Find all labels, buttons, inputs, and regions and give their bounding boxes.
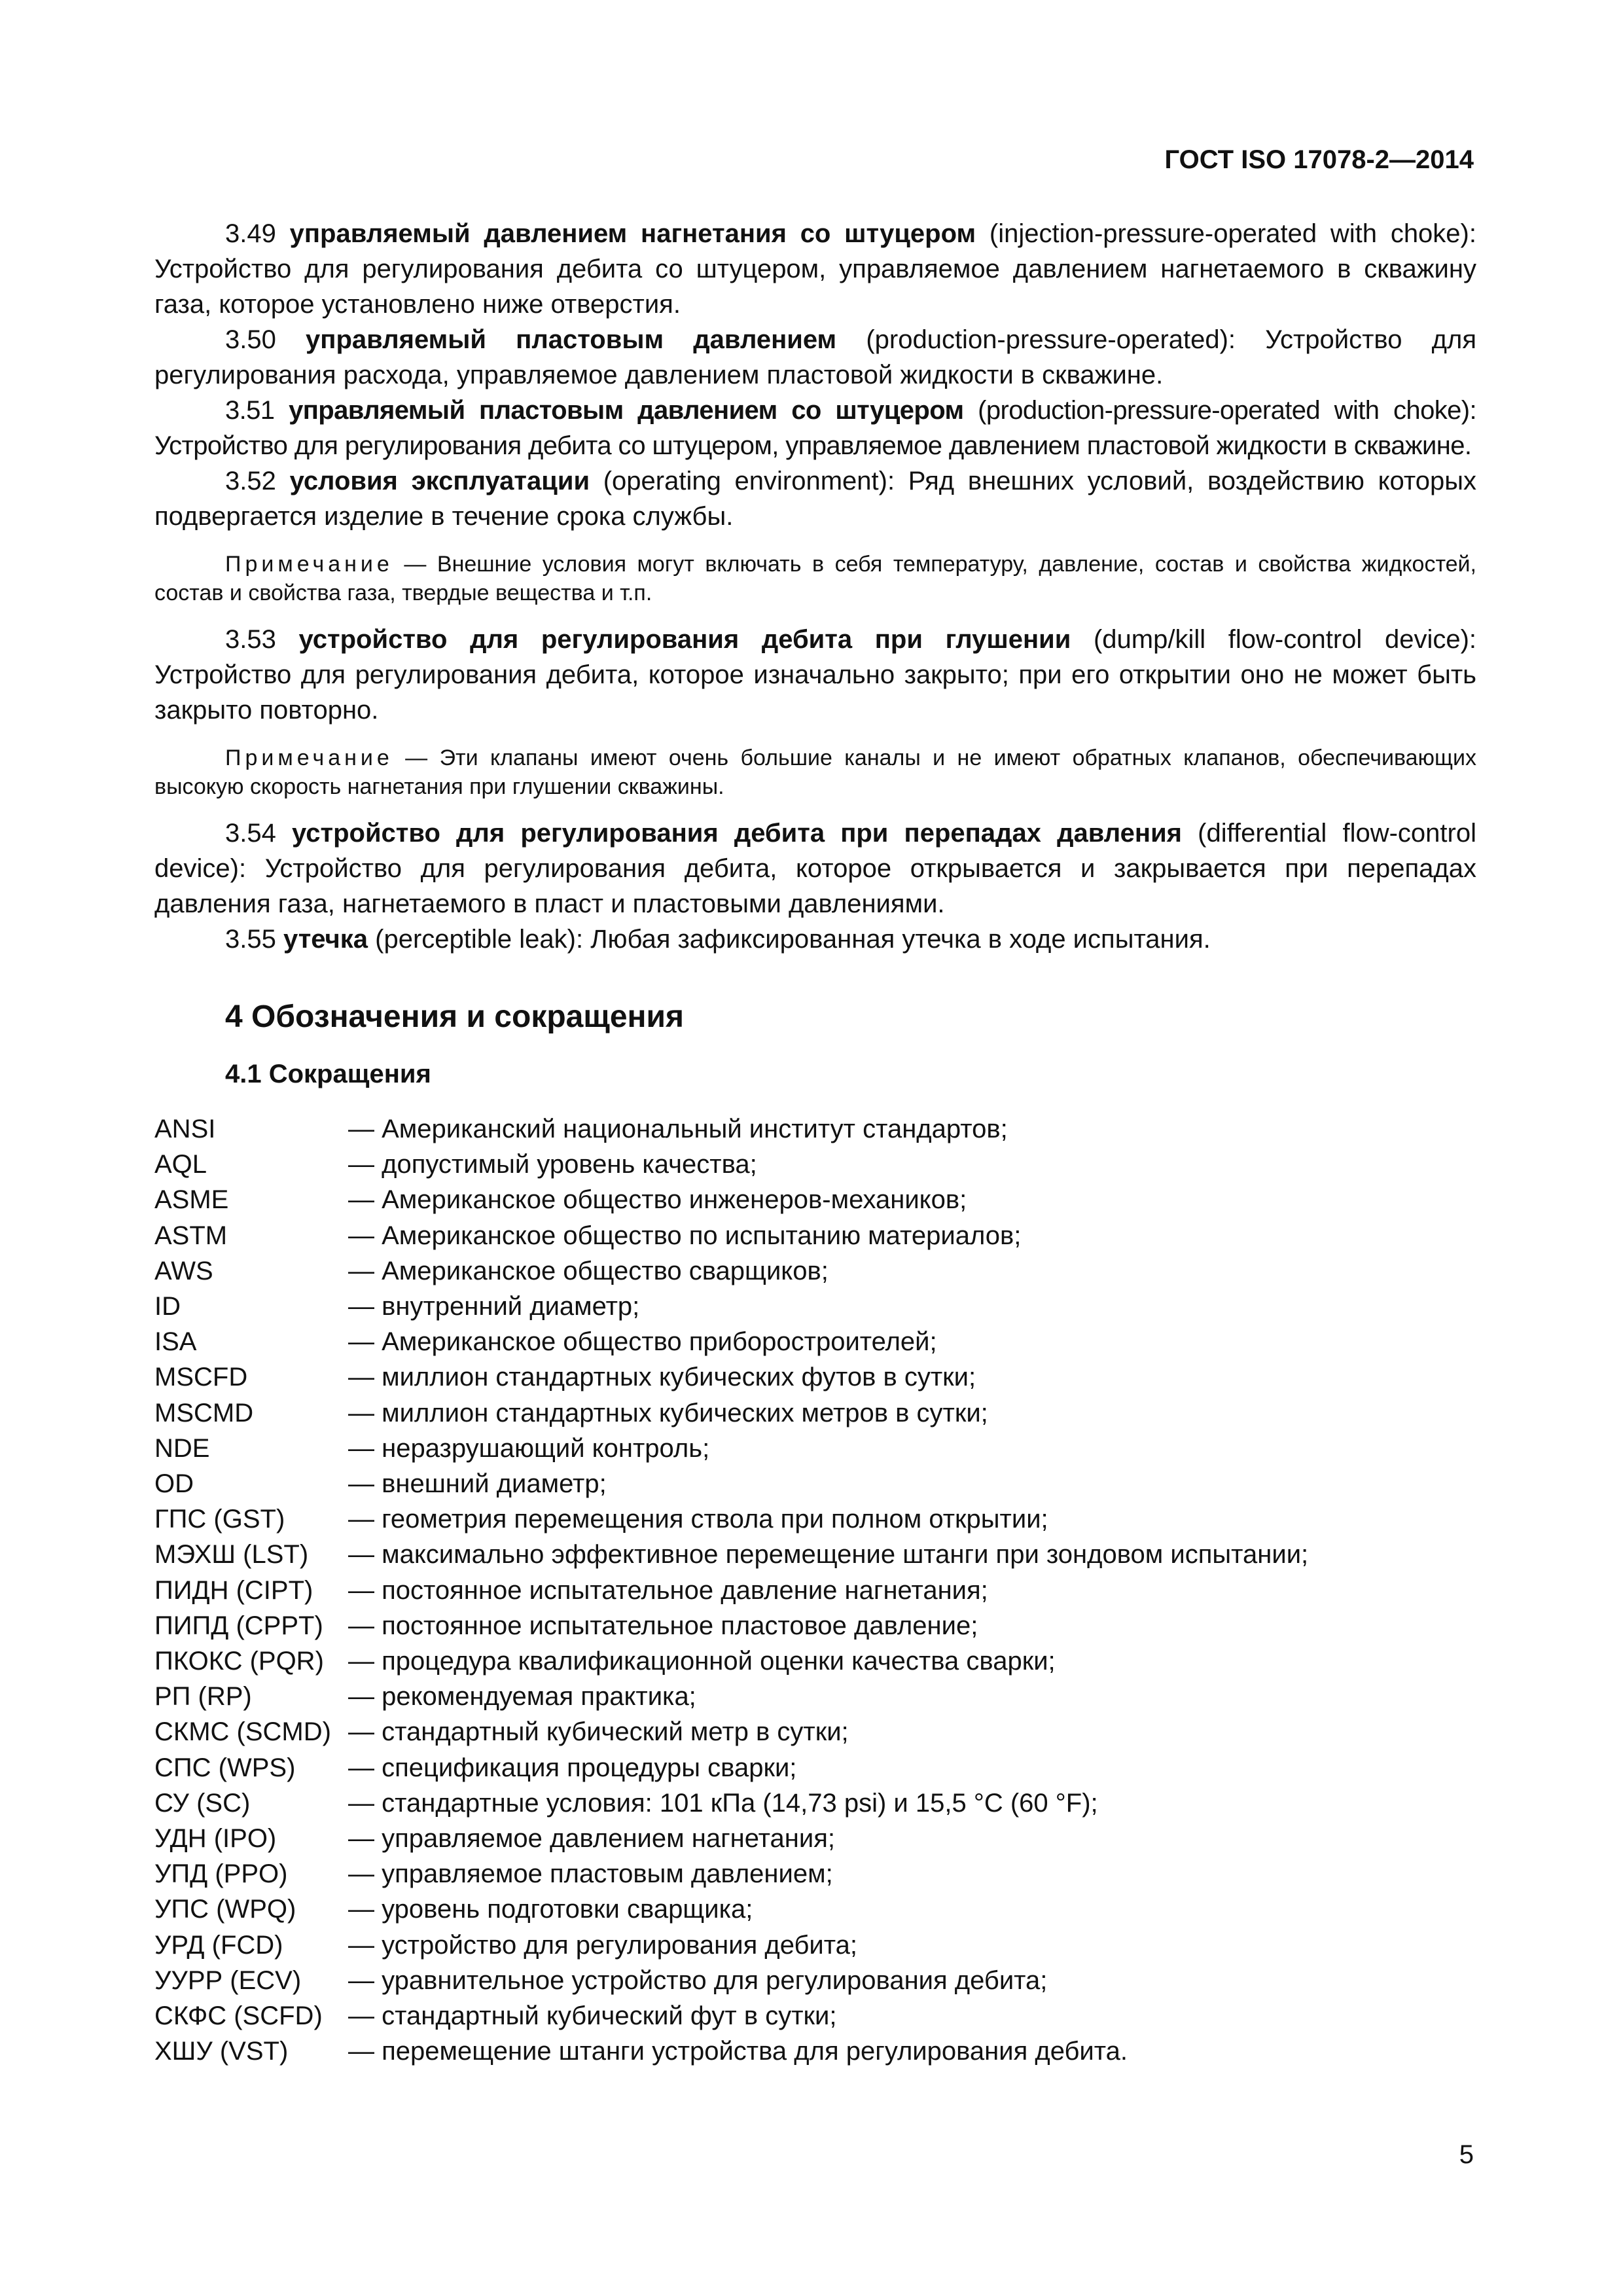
term-name: устройство для регулирования дебита при перепадах давления <box>292 819 1183 848</box>
note-label: Примечание <box>225 745 393 770</box>
term-paragraph: 3.53 устройство для регулирования дебита при глушении (dump/kill flow-control device): Устройство для регулирования дебита, которое изначально закрыто; при его открытии оно не может быть закрыто повторно. <box>154 625 1477 725</box>
term-paragraph: 3.50 управляемый пластовым давлением (production-pressure-operated): Устройство для регулирования расхода, управляемое давлением пластовой жидкости в скважине. <box>154 325 1476 389</box>
abbreviation-row <box>154 1963 1476 1998</box>
abbreviation-row <box>154 1111 1476 1147</box>
abbreviation-row <box>154 1537 1476 1572</box>
term-name: управляемый давлением нагнетания со штуцером <box>289 219 976 248</box>
abbreviation-key: СУ (SC) <box>154 1788 251 1818</box>
abbreviation-row <box>154 1821 1476 1856</box>
abbreviation-key: УПД (PPO) <box>154 1859 288 1889</box>
abbreviation-row <box>154 1856 1476 1892</box>
abbreviation-definition: — процедура квалификационной оценки качества сварки; <box>348 1647 1056 1676</box>
abbreviation-key: ISA <box>154 1327 197 1357</box>
subsection-title: 4.1 Сокращения <box>225 1060 431 1088</box>
abbreviation-definition: — управляемое давлением нагнетания; <box>348 1824 836 1854</box>
abbreviation-row <box>154 1714 1476 1749</box>
abbreviation-key: NDE <box>154 1433 210 1463</box>
abbreviation-key: РП (RP) <box>154 1682 252 1712</box>
abbreviation-definition: — Американское общество инженеров-механиков; <box>348 1185 967 1215</box>
abbreviation-row <box>154 1643 1476 1679</box>
standard-header: ГОСТ ISO 17078-2—2014 <box>1164 145 1474 174</box>
abbreviation-definition: — Американский национальный институт стандартов; <box>348 1115 1008 1143</box>
abbreviation-key: OD <box>154 1469 194 1499</box>
note-1 <box>154 550 1476 607</box>
term-name: утечка <box>283 925 368 954</box>
abbreviation-key: AQL <box>154 1150 207 1179</box>
abbreviation-definition: — рекомендуемая практика; <box>348 1682 696 1712</box>
abbreviation-definition: — Американское общество приборостроителей; <box>348 1327 937 1357</box>
abbreviation-definition: — геометрия перемещения ствола при полном открытии; <box>348 1505 1048 1534</box>
abbreviation-definition: — внешний диаметр; <box>348 1469 607 1499</box>
abbreviation-row <box>154 1218 1476 1253</box>
term-paragraph: 3.54 устройство для регулирования дебита при перепадах давления (differential flow-control device): Устройство для регулирования дебита, которое открывается и закрывается при перепадах давления газа, нагнетаемого в пласт и пластовыми давлениями. <box>154 819 1476 918</box>
abbreviation-row <box>154 1573 1476 1608</box>
abbreviation-key: ХШУ (VST) <box>154 2037 289 2066</box>
abbreviation-row <box>154 1501 1476 1537</box>
term-3-49 <box>154 216 1476 322</box>
abbreviation-definition: — Американское общество сварщиков; <box>348 1256 829 1285</box>
abbreviation-definition: — спецификация процедуры сварки; <box>348 1753 797 1782</box>
section-title: 4 Обозначения и сокращения <box>225 999 685 1034</box>
abbreviation-key: СКФС (SCFD) <box>154 2001 323 2031</box>
term-name: управляемый пластовым давлением <box>306 325 837 354</box>
abbreviation-key: ASME <box>154 1185 229 1215</box>
abbreviation-definition: — устройство для регулирования дебита; <box>348 1930 858 1960</box>
term-name: условия эксплуатации <box>289 467 590 495</box>
abbreviation-key: AWS <box>154 1256 213 1285</box>
abbreviation-definition: — стандартные условия: 101 кПа (14,73 psi) и 15,5 °С (60 °F); <box>348 1788 1098 1818</box>
abbreviation-row <box>154 1466 1476 1501</box>
abbreviation-key: УРД (FCD) <box>154 1930 283 1960</box>
abbreviation-definition: — управляемое пластовым давлением; <box>348 1859 833 1889</box>
abbreviation-definition: — максимально эффективное перемещение штанги при зондовом испытании; <box>348 1540 1309 1570</box>
abbreviation-list <box>154 1111 1476 2069</box>
abbreviation-key: ПКОКС (PQR) <box>154 1647 324 1676</box>
term-3-54 <box>154 816 1476 922</box>
abbreviation-key: ГПС (GST) <box>154 1505 285 1534</box>
abbreviation-definition: — неразрушающий контроль; <box>348 1433 710 1463</box>
abbreviation-row <box>154 1928 1476 1963</box>
abbreviation-row <box>154 1359 1476 1395</box>
note-text: — Эти клапаны имеют очень большие каналы и не имеют обратных клапанов, обеспечивающих высокую скорость нагнетания при глушении скважины. <box>154 745 1476 799</box>
abbreviation-key: ANSI <box>154 1115 216 1143</box>
abbreviation-row <box>154 1253 1476 1289</box>
abbreviation-key: ASTM <box>154 1221 228 1250</box>
abbreviation-definition: — миллион стандартных кубических метров в сутки; <box>348 1398 988 1427</box>
term-name: управляемый пластовым давлением со штуцером <box>289 396 964 425</box>
abbreviation-key: ПИДН (CIPT) <box>154 1575 313 1605</box>
abbreviation-row <box>154 1608 1476 1643</box>
abbreviation-key: МЭХШ (LST) <box>154 1540 309 1570</box>
abbreviation-definition: — стандартный кубический фут в сутки; <box>348 2001 837 2031</box>
abbreviation-key: СКМС (SCMD) <box>154 1717 331 1747</box>
abbreviation-definition: — перемещение штанги устройства для регулирования дебита. <box>348 2037 1128 2066</box>
note-text: — Внешние условия могут включать в себя температуру, давление, состав и свойства жидкостей, состав и свойства газа, твердые вещества и т.п. <box>154 552 1476 605</box>
term-3-52 <box>154 463 1476 534</box>
abbreviation-row <box>154 1998 1476 2034</box>
abbreviation-definition: — Американское общество по испытанию материалов; <box>348 1221 1022 1250</box>
abbreviation-key: УУРР (ECV) <box>154 1965 302 1995</box>
term-paragraph: 3.52 условия эксплуатации (operating environment): Ряд внешних условий, воздействию которых подвергается изделие в течение срока службы. <box>154 467 1476 531</box>
abbreviation-key: MSCFD <box>154 1363 248 1392</box>
term-paragraph: 3.51 управляемый пластовым давлением со штуцером (production-pressure-operated with choke): Устройство для регулирования дебита со штуцером, управляемое давлением пластовой жидкости в скважине. <box>154 396 1476 460</box>
abbreviation-definition: — постоянное испытательное пластовое давление; <box>348 1611 978 1640</box>
abbreviation-definition: — уравнительное устройство для регулирования дебита; <box>348 1965 1048 1995</box>
abbreviation-key: ID <box>154 1292 181 1321</box>
abbreviation-row <box>154 1395 1476 1431</box>
abbreviation-row <box>154 2034 1476 2069</box>
abbreviation-key: УПС (WPQ) <box>154 1895 296 1924</box>
abbreviation-row <box>154 1785 1476 1821</box>
abbreviation-row <box>154 1892 1476 1927</box>
abbreviation-definition: — внутренний диаметр; <box>348 1292 640 1321</box>
term-paragraph: 3.55 утечка (perceptible leak): Любая зафиксированная утечка в ходе испытания. <box>225 925 1211 954</box>
term-paragraph: 3.49 управляемый давлением нагнетания со штуцером (injection-pressure-operated with choke): Устройство для регулирования дебита со штуцером, управляемое давлением нагнетаемого в скважину газа, которое установлено ниже отверстия. <box>154 219 1476 319</box>
abbreviation-row <box>154 1750 1476 1785</box>
abbreviation-definition: — стандартный кубический метр в сутки; <box>348 1717 849 1747</box>
abbreviation-row <box>154 1679 1476 1714</box>
term-3-53 <box>154 622 1476 728</box>
abbreviation-key: MSCMD <box>154 1398 254 1427</box>
note-2 <box>154 744 1476 801</box>
abbreviation-definition: — уровень подготовки сварщика; <box>348 1895 753 1924</box>
abbreviation-row <box>154 1147 1476 1182</box>
term-3-50 <box>154 322 1476 393</box>
term-3-55 <box>154 922 1476 957</box>
page-content <box>154 216 1476 2069</box>
abbreviation-definition: — миллион стандартных кубических футов в сутки; <box>348 1363 976 1392</box>
note-label: Примечание <box>225 552 393 577</box>
term-3-51 <box>154 393 1476 463</box>
abbreviation-row <box>154 1431 1476 1466</box>
term-name: устройство для регулирования дебита при глушении <box>298 625 1071 654</box>
abbreviation-row <box>154 1324 1476 1359</box>
abbreviation-definition: — допустимый уровень качества; <box>348 1150 757 1179</box>
abbreviation-definition: — постоянное испытательное давление нагнетания; <box>348 1575 988 1605</box>
abbreviation-row <box>154 1182 1476 1217</box>
abbreviation-key: УДН (IPO) <box>154 1824 277 1854</box>
page-number: 5 <box>1459 2140 1474 2169</box>
abbreviation-row <box>154 1289 1476 1324</box>
abbreviation-key: ПИПД (CPPT) <box>154 1611 323 1640</box>
abbreviation-key: СПС (WPS) <box>154 1753 296 1782</box>
